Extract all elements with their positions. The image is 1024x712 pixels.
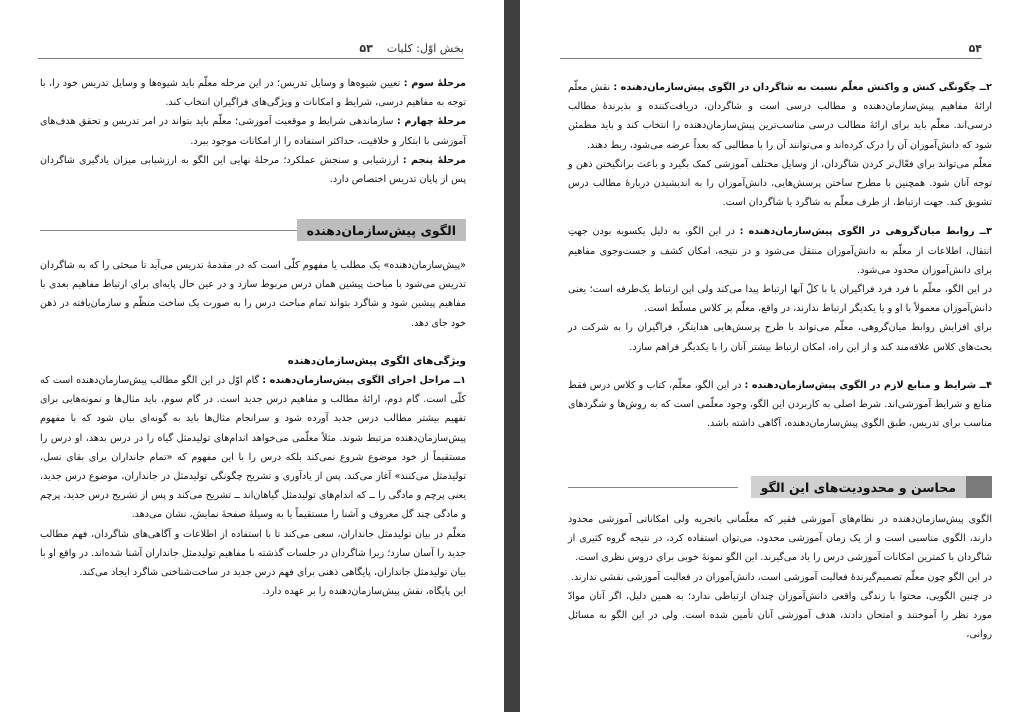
pros-cons-body <box>568 510 992 644</box>
section-rule <box>568 487 738 488</box>
step-label: مرحلهٔ سوم : <box>403 78 466 89</box>
step-paragraph <box>40 112 466 150</box>
item-text: نقش معلّم ارائهٔ مفاهیم پیش‌سازمان‌دهنده و مطالب درسی است و شاگردان، دریافت‌کننده و بذیرندهٔ مطالب درسی‌اند. معلّم باید برای ارائهٔ مطالب درسی مناسب‌ترین پیش‌سازمان‌دهنده را انتخاب کند و باید مطمئن شود که دانش‌آموزان آن را درک کرده‌اند و می‌توانند آن را با مطالبی که بعداً عرضه می‌شود، ربط دهند. <box>568 82 992 151</box>
step-label: مرحلهٔ چهارم : <box>396 116 467 128</box>
item-paragraph <box>568 222 992 280</box>
section-title: الگوی پیش‌سازمان‌دهنده <box>297 219 466 241</box>
item-paragraph: معلّم می‌تواند برای فعّال‌تر کردن شاگردان، از وسایل مختلف آموزشی کمک بگیرد و باعث برانگیختن ذهن و توجه آنان شود. همچنین با مطرح ساختن پرسش‌هایی، دانش‌آموزان را به اندیشیدن دربارهٔ مطالب درس تشویق کند. جهت ارتباط، از طرف معلّم به شاگرد یا شاگردان است. <box>568 158 992 209</box>
item-label: ۳ــ روابط میان‌گروهی در الگوی پیش‌سازمان‌دهنده : <box>739 226 992 238</box>
left-page-header <box>38 42 464 55</box>
section-rule <box>40 230 340 231</box>
item-text: در این الگو، معلّم، کتاب و کلاس درس فقط منابع و شرایط آموزشی‌اند. شرط اصلی به کاربردن این الگو، وجود معلّمی است که به روش‌ها و شگردهای مناسب برای تدریس، طبق الگوی پیش‌سازمان‌دهنده، آگاهی داشته باشد. <box>568 379 992 430</box>
page-number: ۵۳ <box>359 42 373 55</box>
body-paragraph: در این الگو چون معلّم تصمیم‌گیرندهٔ فعالیت آموزشی است، دانش‌آموزان در فعالیت آموزشی نقشی ندارند. <box>570 571 992 583</box>
feature-paragraph <box>40 371 466 525</box>
main-body <box>40 256 466 601</box>
section-heading-bar <box>40 219 466 241</box>
step-text: تعیین شیوه‌ها و وسایل تدریس؛ در این مرحله معلّم باید شیوه‌ها و وسایل تدریس خود را، با توجه به مفاهیم درسی، شرایط و امکانات و ویژگی‌های فراگیران انتخاب کند. <box>40 78 466 109</box>
intro-paragraph: «پیش‌سازمان‌دهنده» یک مطلب یا مفهوم کلّی است که در مقدمهٔ تدریس می‌آید تا مبحثی را که به شاگردان تدریس می‌شود با مباحث پیشین همان درس مربوط سازد و در عین حال پایه‌ای برای ارتباط مفاهیم بعدی با مفاهیم پیشین شود و شاگرد بتواند تمام مباحث درس را به صورت یک ساخت منظّم و سازمان‌یافته در ذهن خود جای دهد. <box>40 260 466 329</box>
items-block <box>568 78 992 433</box>
body-paragraph: در چنین الگویی، محتوا با زندگی واقعی دانش‌آموزان چندان ارتباطی ندارد؛ به همین دلیل، اگر آنان موادّ مورد نظر را آموختند و امتحان دادند، هدف آموزشی آنان تأمین شده است. ولی در این الگو به مسائل روانی، <box>568 590 992 641</box>
item-paragraph: برای افزایش روابط میان‌گروهی، معلّم می‌تواند با طرح پرسش‌هایی هدایتگر، فراگیران را به شرکت در بحث‌های کلاس علاقه‌مند کند و از این راه، امکان ارتباط بیشتر آنان را با یکدیگر فراهم سازد. <box>568 322 992 353</box>
item-label: ۴ــ شرایط و منابع لازم در الگوی پیش‌سازمان‌دهنده : <box>744 379 992 391</box>
step-paragraph <box>40 74 466 112</box>
item-paragraph: در این الگو، معلّم با فرد فرد فراگیران یا با کلّ آنها ارتباط پیدا می‌کند ولی این ارتباط یک‌طرفه است؛ یعنی دانش‌آموزان معمولاً با او و یا یکدیگر ارتباط ندارند، در واقع، معلّم بر کلاس مسلّط است. <box>568 284 992 315</box>
step-text: سازماندهی شرایط و موقعیت آموزشی؛ معلّم باید بتواند در امر تدریس و تحقق هدف‌های آموزشی با ابتکار و خلاقیت، حداکثر استفاده را از امکانات موجود ببرد. <box>40 116 466 147</box>
section-title: محاسن و محدودیت‌های این الگو <box>751 476 966 498</box>
body-paragraph: این پایگاه، نقش پیش‌سازمان‌دهنده را بر عهده دارد. <box>262 586 466 598</box>
step-text: ارزشیابی و سنجش عملکرد؛ مرحلهٔ نهایی این الگو به ارزشیابی میزان یادگیری شاگردان پس از پایان تدریس اختصاص دارد. <box>40 154 466 186</box>
item-text: در این الگو، به دلیل یکسویه بودن جهتِ انتقال، اطلاعات از معلّم به دانش‌آموزان منتقل می‌شود و در نتیجه، امکان کشف و جست‌وجوی مفاهیم برای دانش‌آموزان محدود می‌شود. <box>568 226 992 276</box>
book-spine <box>504 0 520 712</box>
steps-block <box>40 74 466 189</box>
feature-text: گام اوّل در این الگو مطالب پیش‌سازمان‌دهنده است که کلّی است. گام دوم، ارائهٔ مطالب و مفاهیم درس جدید است. در گام سوم، باید مثال‌ها و نمونه‌هایی برای تفهیم بیشتر مطالب درس جدید آورده شود و سرانجام مثال‌ها باید به گونه‌ای بیان شود که با مفهوم پیش‌سازمان‌دهنده مرتبط شوند. مثلاً معلّمی می‌خواهد اندام‌های تولیدمثل گیاه را در درس بدهد، او درس را مستقیماً از خود موضوع شروع نمی‌کند بلکه درس را با این مفهوم که «تمام جانداران برای بقای نسل، تولیدمثل می‌کنند» آغاز می‌کند. پس از یادآوری و تشریح چگونگی تولیدمثل در جانداران، موضوع درس جدید، یعنی پرچم و مادگی را ــ که اندام‌های تولیدمثل گیاهان‌اند ــ تشریح می‌کند و پس از تشریح درس جدید، پرچم و مادگی چند گل معروف و آشنا را مستقیماً یا به وسیلهٔ صفحهٔ نمایش، نشان می‌دهد. <box>40 375 466 521</box>
right-page-header <box>560 42 982 55</box>
body-paragraph: معلّم در بیان تولیدمثل جانداران، سعی می‌کند تا با استفاده از اطلاعات و آگاهی‌های شاگردان، فهم مطالب جدید را آسان سازد؛ زیرا شاگردان در جلسات گذشته با مفاهیم تولیدمثل جانداران آشنا شده‌اند. در واقع او با بیان تولیدمثل جانداران، پایگاهی ذهنی برای فهم درس جدید در ساخت‌شناختی شاگرد ایجاد می‌کند. <box>40 528 466 579</box>
feature-label: ۱ــ مراحل اجرای الگوی پیش‌سازمان‌دهنده : <box>262 375 466 387</box>
item-paragraph <box>568 78 992 155</box>
item-label: ۲ــ چگونگی کنش و واکنش معلّم نسبت به شاگردان در الگوی پیش‌سازمان‌دهنده : <box>613 82 992 93</box>
step-paragraph <box>40 151 466 189</box>
step-label: مرحلهٔ پنجم : <box>402 154 466 166</box>
section-tab <box>966 476 992 498</box>
page-number: ۵۴ <box>968 42 982 55</box>
right-page <box>520 0 1024 712</box>
left-page <box>0 0 504 712</box>
features-heading: ویژگی‌های الگوی پیش‌سازمان‌دهنده <box>287 355 466 367</box>
body-paragraph: الگوی پیش‌سازمان‌دهنده در نظام‌های آموزشی فقیر که معلّمانی باتجربه ولی امکاناتی آموزشی محدود دارند، الگوی مناسبی است و از یک زمان آموزشی محدود، می‌توان استفاده کرد، در نتیجه گروه کثیری از شاگردان با کمترین امکانات آموزشی درس را یاد می‌گیرند. این الگو نمونهٔ خوبی برای دروس نظری است. <box>568 514 992 564</box>
running-title: بخش اوّل: کلیات <box>386 42 464 55</box>
header-rule <box>38 58 464 59</box>
item-paragraph <box>568 376 992 434</box>
section-heading-bar <box>568 476 992 498</box>
header-rule <box>560 58 982 59</box>
